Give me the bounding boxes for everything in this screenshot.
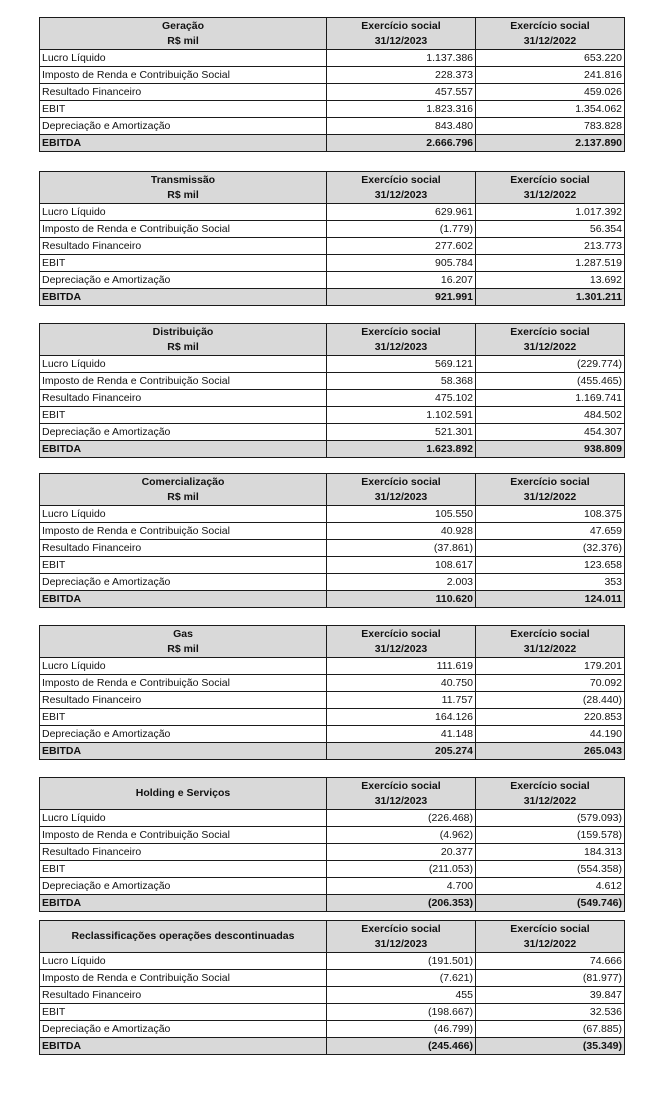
- row-label: Depreciação e Amortização: [40, 424, 327, 441]
- row-label: Depreciação e Amortização: [40, 574, 327, 591]
- row-label: Lucro Líquido: [40, 356, 327, 373]
- table-row: [40, 373, 625, 390]
- segment-title-cell: [40, 324, 327, 356]
- value-2023: 40.928: [327, 523, 476, 540]
- value-2022: 47.659: [476, 523, 625, 540]
- segment-title: Reclassificações operações descontinuadas: [71, 930, 295, 942]
- column-header-2022: Exercício social 31/12/2022: [476, 778, 625, 810]
- row-label: EBITDA: [40, 743, 327, 760]
- row-label: Lucro Líquido: [40, 953, 327, 970]
- row-label: Imposto de Renda e Contribuição Social: [40, 221, 327, 238]
- unit-label: R$ mil: [167, 34, 199, 47]
- table-row: [40, 390, 625, 407]
- table-row: [40, 523, 625, 540]
- row-label: Resultado Financeiro: [40, 84, 327, 101]
- value-2022: 70.092: [476, 675, 625, 692]
- table-row: [40, 574, 625, 591]
- row-label: Lucro Líquido: [40, 204, 327, 221]
- value-2022: 1.287.519: [476, 255, 625, 272]
- table-holding-servicos: [39, 777, 625, 912]
- value-2022: 265.043: [476, 743, 625, 760]
- value-2022: 4.612: [476, 878, 625, 895]
- table-reclassificacoes: [39, 920, 625, 1055]
- total-row-ebitda: [40, 289, 625, 306]
- table-row: [40, 861, 625, 878]
- unit-label: R$ mil: [167, 490, 199, 503]
- value-2023: 108.617: [327, 557, 476, 574]
- table-header-row: [40, 474, 625, 506]
- value-2023: 40.750: [327, 675, 476, 692]
- value-2022: (554.358): [476, 861, 625, 878]
- row-label: Resultado Financeiro: [40, 692, 327, 709]
- value-2022: 241.816: [476, 67, 625, 84]
- value-2022: 108.375: [476, 506, 625, 523]
- table-row: [40, 540, 625, 557]
- total-row-ebitda: [40, 441, 625, 458]
- value-2023: 11.757: [327, 692, 476, 709]
- total-row-ebitda: [40, 1038, 625, 1055]
- value-2022: 1.301.211: [476, 289, 625, 306]
- value-2022: 353: [476, 574, 625, 591]
- total-row-ebitda: [40, 135, 625, 152]
- table-row: [40, 255, 625, 272]
- value-2023: (191.501): [327, 953, 476, 970]
- table-row: [40, 675, 625, 692]
- value-2023: 110.620: [327, 591, 476, 608]
- value-2022: 783.828: [476, 118, 625, 135]
- table-row: [40, 238, 625, 255]
- row-label: EBIT: [40, 1004, 327, 1021]
- segment-title: Transmissão: [150, 173, 216, 186]
- table-row: [40, 1004, 625, 1021]
- value-2023: 16.207: [327, 272, 476, 289]
- total-row-ebitda: [40, 591, 625, 608]
- row-label: Resultado Financeiro: [40, 238, 327, 255]
- value-2023: 457.557: [327, 84, 476, 101]
- segment-title-cell: [40, 474, 327, 506]
- value-2022: 220.853: [476, 709, 625, 726]
- table-header-row: [40, 18, 625, 50]
- row-label: Imposto de Renda e Contribuição Social: [40, 675, 327, 692]
- unit-label: R$ mil: [167, 340, 199, 353]
- segment-title-cell: [40, 626, 327, 658]
- table-row: [40, 557, 625, 574]
- value-2022: (579.093): [476, 810, 625, 827]
- value-2022: 74.666: [476, 953, 625, 970]
- value-2022: 454.307: [476, 424, 625, 441]
- table-distribuicao: [39, 323, 625, 458]
- row-label: Depreciação e Amortização: [40, 726, 327, 743]
- value-2023: (245.466): [327, 1038, 476, 1055]
- value-2022: 459.026: [476, 84, 625, 101]
- table-row: [40, 118, 625, 135]
- row-label: Imposto de Renda e Contribuição Social: [40, 970, 327, 987]
- row-label: EBITDA: [40, 135, 327, 152]
- value-2022: (159.578): [476, 827, 625, 844]
- table-header-row: [40, 324, 625, 356]
- table-row: [40, 84, 625, 101]
- value-2023: 1.623.892: [327, 441, 476, 458]
- value-2023: (7.621): [327, 970, 476, 987]
- column-header-2022: Exercício social 31/12/2022: [476, 474, 625, 506]
- column-header-2022: Exercício social 31/12/2022: [476, 18, 625, 50]
- value-2022: 1.017.392: [476, 204, 625, 221]
- value-2022: 1.354.062: [476, 101, 625, 118]
- column-header-2023: Exercício social 31/12/2023: [327, 18, 476, 50]
- row-label: Lucro Líquido: [40, 50, 327, 67]
- table-row: [40, 204, 625, 221]
- row-label: EBITDA: [40, 1038, 327, 1055]
- table-header-row: [40, 172, 625, 204]
- value-2023: (4.962): [327, 827, 476, 844]
- row-label: EBIT: [40, 709, 327, 726]
- value-2022: (229.774): [476, 356, 625, 373]
- value-2023: 228.373: [327, 67, 476, 84]
- row-label: EBIT: [40, 557, 327, 574]
- segment-title-cell: [40, 18, 327, 50]
- table-row: [40, 50, 625, 67]
- row-label: EBIT: [40, 407, 327, 424]
- value-2023: 41.148: [327, 726, 476, 743]
- table-header-row: [40, 921, 625, 953]
- column-header-2022: Exercício social 31/12/2022: [476, 921, 625, 953]
- row-label: EBITDA: [40, 591, 327, 608]
- table-row: [40, 1021, 625, 1038]
- row-label: EBITDA: [40, 289, 327, 306]
- table-row: [40, 506, 625, 523]
- column-header-2023: Exercício social 31/12/2023: [327, 778, 476, 810]
- unit-label: R$ mil: [167, 642, 199, 655]
- row-label: EBITDA: [40, 895, 327, 912]
- row-label: Imposto de Renda e Contribuição Social: [40, 373, 327, 390]
- value-2023: 58.368: [327, 373, 476, 390]
- row-label: Imposto de Renda e Contribuição Social: [40, 523, 327, 540]
- value-2023: 629.961: [327, 204, 476, 221]
- table-row: [40, 67, 625, 84]
- table-header-row: [40, 626, 625, 658]
- value-2022: 39.847: [476, 987, 625, 1004]
- table-transmissao: [39, 171, 625, 306]
- value-2023: 2.003: [327, 574, 476, 591]
- value-2022: (32.376): [476, 540, 625, 557]
- value-2023: 569.121: [327, 356, 476, 373]
- value-2023: 905.784: [327, 255, 476, 272]
- value-2022: 179.201: [476, 658, 625, 675]
- table-comercializacao: [39, 473, 625, 608]
- value-2022: 1.169.741: [476, 390, 625, 407]
- column-header-2023: Exercício social 31/12/2023: [327, 172, 476, 204]
- value-2022: 56.354: [476, 221, 625, 238]
- value-2023: 277.602: [327, 238, 476, 255]
- table-gas: [39, 625, 625, 760]
- value-2022: 123.658: [476, 557, 625, 574]
- row-label: Resultado Financeiro: [40, 540, 327, 557]
- table-row: [40, 827, 625, 844]
- table-row: [40, 970, 625, 987]
- value-2023: 20.377: [327, 844, 476, 861]
- row-label: Resultado Financeiro: [40, 390, 327, 407]
- segment-title-cell: [40, 778, 327, 810]
- value-2023: 843.480: [327, 118, 476, 135]
- value-2022: 938.809: [476, 441, 625, 458]
- row-label: EBIT: [40, 255, 327, 272]
- value-2022: 44.190: [476, 726, 625, 743]
- value-2023: 1.823.316: [327, 101, 476, 118]
- value-2023: (37.861): [327, 540, 476, 557]
- row-label: Lucro Líquido: [40, 506, 327, 523]
- value-2022: (549.746): [476, 895, 625, 912]
- total-row-ebitda: [40, 895, 625, 912]
- row-label: EBIT: [40, 101, 327, 118]
- value-2023: 1.137.386: [327, 50, 476, 67]
- value-2022: 184.313: [476, 844, 625, 861]
- value-2023: 164.126: [327, 709, 476, 726]
- value-2023: (198.667): [327, 1004, 476, 1021]
- value-2023: (226.468): [327, 810, 476, 827]
- value-2023: 521.301: [327, 424, 476, 441]
- row-label: EBITDA: [40, 441, 327, 458]
- table-geracao: [39, 17, 625, 152]
- row-label: Lucro Líquido: [40, 658, 327, 675]
- table-row: [40, 726, 625, 743]
- segment-title: Geração: [161, 19, 205, 32]
- table-row: [40, 101, 625, 118]
- row-label: Resultado Financeiro: [40, 844, 327, 861]
- value-2022: (35.349): [476, 1038, 625, 1055]
- column-header-2023: Exercício social 31/12/2023: [327, 626, 476, 658]
- table-row: [40, 221, 625, 238]
- row-label: Imposto de Renda e Contribuição Social: [40, 827, 327, 844]
- value-2022: 213.773: [476, 238, 625, 255]
- value-2022: 32.536: [476, 1004, 625, 1021]
- value-2023: 205.274: [327, 743, 476, 760]
- row-label: Depreciação e Amortização: [40, 1021, 327, 1038]
- value-2022: 484.502: [476, 407, 625, 424]
- segment-title: Gas: [173, 627, 193, 640]
- row-label: Lucro Líquido: [40, 810, 327, 827]
- table-row: [40, 709, 625, 726]
- column-header-2023: Exercício social 31/12/2023: [327, 474, 476, 506]
- table-row: [40, 407, 625, 424]
- table-header-row: [40, 778, 625, 810]
- row-label: EBIT: [40, 861, 327, 878]
- value-2022: (81.977): [476, 970, 625, 987]
- table-row: [40, 692, 625, 709]
- column-header-2023: Exercício social 31/12/2023: [327, 324, 476, 356]
- table-row: [40, 356, 625, 373]
- segment-title-cell: [40, 921, 327, 953]
- table-row: [40, 424, 625, 441]
- column-header-2022: Exercício social 31/12/2022: [476, 626, 625, 658]
- table-row: [40, 844, 625, 861]
- value-2023: (211.053): [327, 861, 476, 878]
- table-row: [40, 987, 625, 1004]
- unit-label: R$ mil: [167, 188, 199, 201]
- segment-title: Comercialização: [141, 475, 225, 488]
- row-label: Depreciação e Amortização: [40, 878, 327, 895]
- row-label: Depreciação e Amortização: [40, 272, 327, 289]
- value-2022: (455.465): [476, 373, 625, 390]
- table-row: [40, 658, 625, 675]
- value-2023: 2.666.796: [327, 135, 476, 152]
- value-2022: (67.885): [476, 1021, 625, 1038]
- table-row: [40, 953, 625, 970]
- column-header-2022: Exercício social 31/12/2022: [476, 324, 625, 356]
- segment-title: Holding e Serviços: [135, 787, 231, 799]
- value-2023: (206.353): [327, 895, 476, 912]
- value-2022: (28.440): [476, 692, 625, 709]
- value-2022: 13.692: [476, 272, 625, 289]
- table-row: [40, 878, 625, 895]
- value-2023: (1.779): [327, 221, 476, 238]
- value-2023: 475.102: [327, 390, 476, 407]
- table-row: [40, 272, 625, 289]
- value-2023: 921.991: [327, 289, 476, 306]
- segment-title: Distribuição: [152, 325, 214, 338]
- row-label: Imposto de Renda e Contribuição Social: [40, 67, 327, 84]
- column-header-2023: Exercício social 31/12/2023: [327, 921, 476, 953]
- total-row-ebitda: [40, 743, 625, 760]
- value-2023: 455: [327, 987, 476, 1004]
- value-2022: 2.137.890: [476, 135, 625, 152]
- segment-title-cell: [40, 172, 327, 204]
- table-row: [40, 810, 625, 827]
- row-label: Depreciação e Amortização: [40, 118, 327, 135]
- value-2023: 111.619: [327, 658, 476, 675]
- value-2023: 1.102.591: [327, 407, 476, 424]
- value-2023: 105.550: [327, 506, 476, 523]
- value-2022: 653.220: [476, 50, 625, 67]
- row-label: Resultado Financeiro: [40, 987, 327, 1004]
- value-2023: 4.700: [327, 878, 476, 895]
- column-header-2022: Exercício social 31/12/2022: [476, 172, 625, 204]
- value-2022: 124.011: [476, 591, 625, 608]
- value-2023: (46.799): [327, 1021, 476, 1038]
